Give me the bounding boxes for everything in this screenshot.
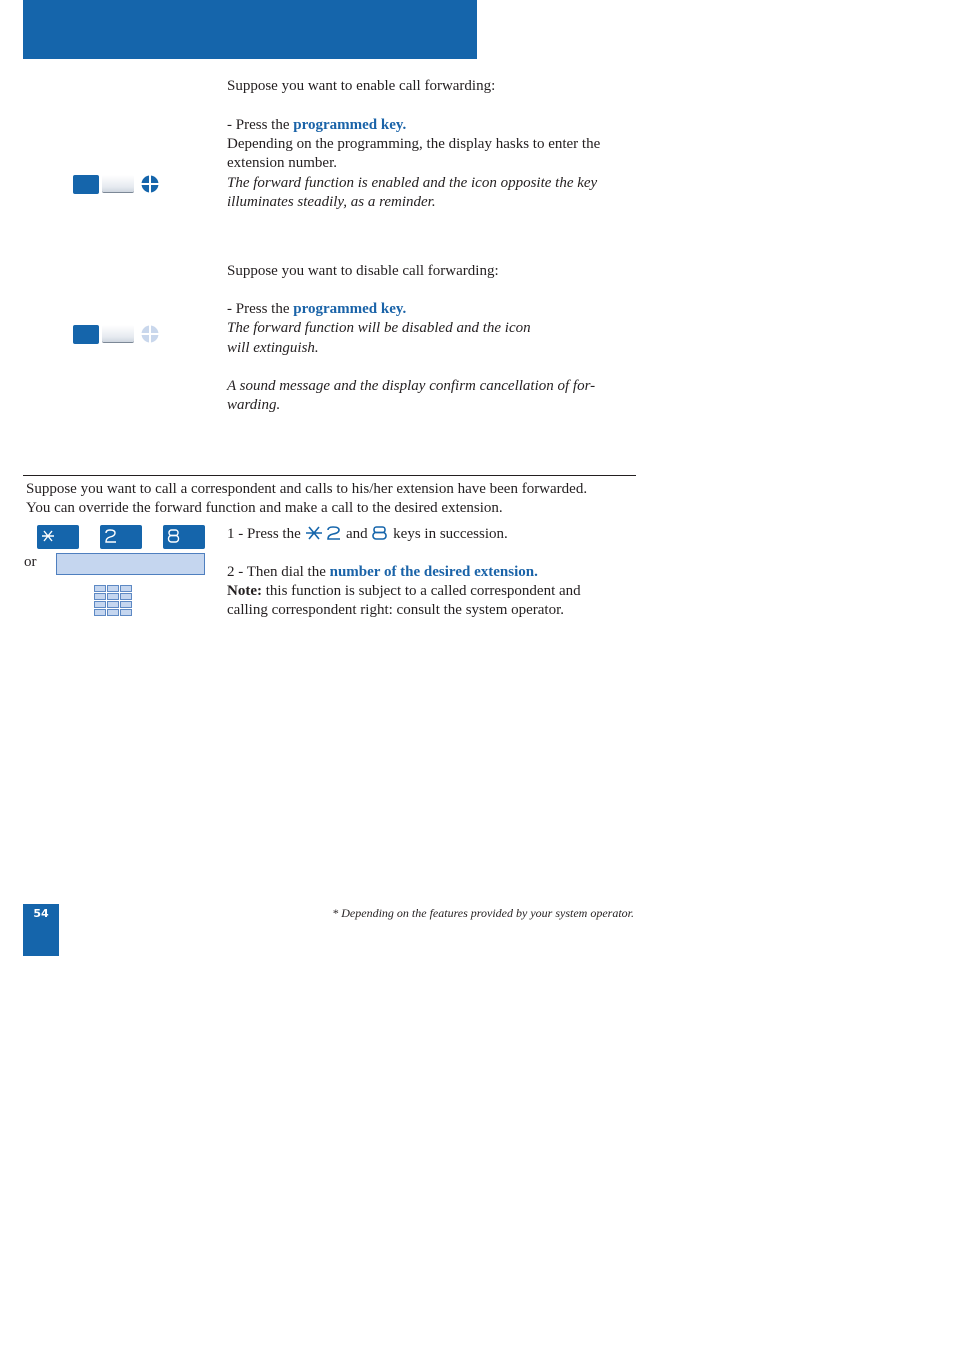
enable-step-prefix: - Press the xyxy=(227,117,294,133)
star-glyph-icon xyxy=(41,529,55,543)
disable-intro: Suppose you want to disable call forwarding: xyxy=(227,263,499,279)
forward-led-on-icon xyxy=(141,175,159,193)
enable-note1: The forward function is enabled and the icon opposite the key xyxy=(227,175,598,191)
programmed-key-label xyxy=(102,175,134,193)
or-label: or xyxy=(24,554,37,570)
note-label: Note: xyxy=(227,583,262,599)
override-note xyxy=(227,582,581,601)
header-band xyxy=(23,0,477,59)
enable-step xyxy=(227,116,406,135)
page-number: 54 xyxy=(33,907,49,920)
desired-extension-link: number of the desired extension. xyxy=(329,564,538,580)
disable-programmed-key-link: programmed key. xyxy=(293,301,407,317)
disable-note3: A sound message and the display confirm cancellation of for- xyxy=(227,378,596,394)
disable-note4: warding. xyxy=(227,397,281,413)
programmed-key-label xyxy=(102,325,134,343)
override-note-line2: calling correspondent right: consult the system operator. xyxy=(227,602,565,618)
footnote: * Depending on the features provided by your system operator. xyxy=(332,906,634,920)
forward-led-off-icon xyxy=(141,325,159,343)
disable-step-prefix: - Press the xyxy=(227,301,294,317)
digit-8-symbol-icon xyxy=(371,526,389,540)
enable-programmed-key-link: programmed key. xyxy=(293,117,407,133)
digit-8-glyph-icon xyxy=(167,529,181,543)
enable-note2: illuminates steadily, as a reminder. xyxy=(227,194,436,210)
disable-step xyxy=(227,300,406,319)
step1-prefix: 1 - Press the xyxy=(227,526,305,542)
enable-line1: Depending on the programming, the display hasks to enter the xyxy=(227,136,601,152)
step1-suffix: keys in succession. xyxy=(393,526,508,542)
digit-2-glyph-icon xyxy=(104,529,118,543)
programmed-key-button[interactable] xyxy=(73,325,99,344)
note-line1: this function is subject to a called correspondent and xyxy=(261,583,581,599)
step1-and: and xyxy=(346,526,368,542)
enable-intro: Suppose you want to enable call forwarding: xyxy=(227,78,496,94)
override-intro2: You can override the forward function and make a call to the desired extension. xyxy=(26,500,503,516)
digit-2-key[interactable] xyxy=(100,525,142,549)
programmed-key-button[interactable] xyxy=(73,175,99,194)
section-divider xyxy=(23,475,636,476)
override-intro1: Suppose you want to call a correspondent and calls to his/her extension have been forwarded. xyxy=(26,481,588,497)
disable-note1: The forward function will be disabled and the icon xyxy=(227,320,531,336)
step2-prefix: 2 - Then dial the xyxy=(227,564,330,580)
enable-line2: extension number. xyxy=(227,155,337,171)
star-key[interactable] xyxy=(37,525,79,549)
override-step1 xyxy=(227,525,508,544)
dial-code-field[interactable] xyxy=(56,553,205,575)
star-symbol-icon xyxy=(305,526,323,540)
disable-note2: will extinguish. xyxy=(227,340,319,356)
override-step2 xyxy=(227,563,538,582)
keypad-icon xyxy=(94,585,132,617)
digit-8-key[interactable] xyxy=(163,525,205,549)
digit-2-symbol-icon xyxy=(326,526,342,540)
